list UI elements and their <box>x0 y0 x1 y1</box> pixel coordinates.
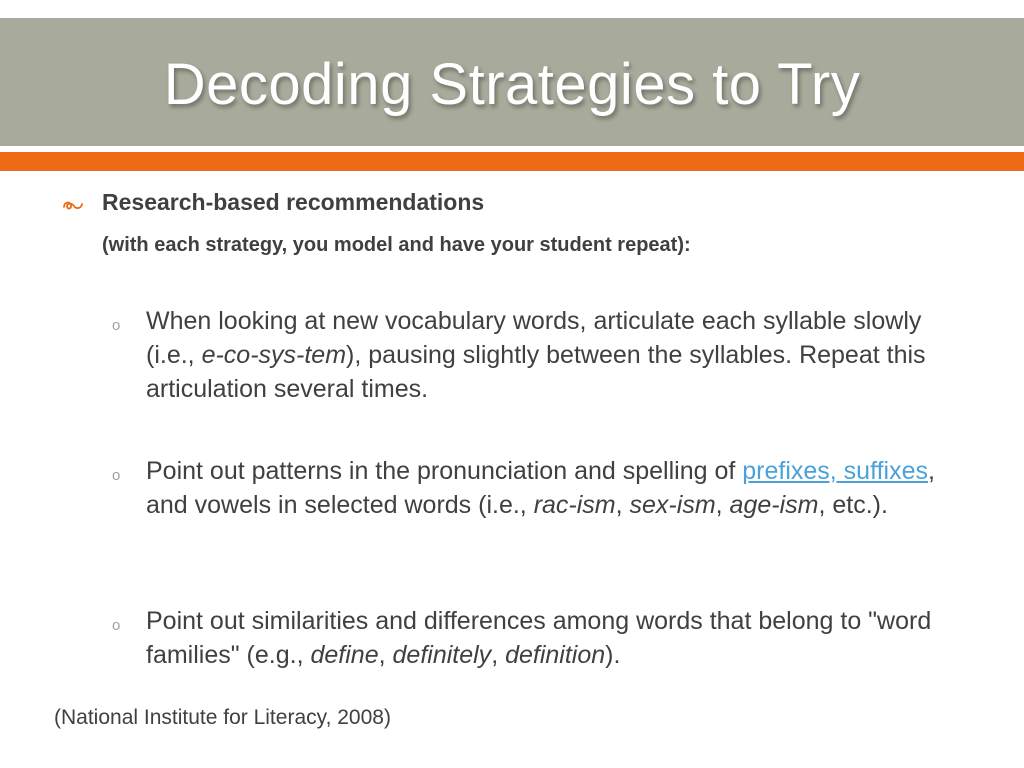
strategy-item-syllables: When looking at new vocabulary words, articulate each syllable slowly (i.e., e-co-sys-tem), pausing slightly between the syllables. Repeat this articulation several times. <box>146 307 926 403</box>
citation: (National Institute for Literacy, 2008) <box>54 706 391 729</box>
main-bullet-subheading: (with each strategy, you model and have your student repeat): <box>102 234 691 256</box>
main-bullet-heading: Research-based recommendations <box>102 189 485 215</box>
sub-bullet-icon: o <box>112 317 121 334</box>
sub-bullet-icon: o <box>112 617 121 634</box>
strategy-item-patterns: Point out patterns in the pronunciation and spelling of prefixes, suffixes, and vowels in selected words (i.e., rac-ism, sex-ism, age-ism, etc.). <box>146 457 935 519</box>
strategy-item-word-families: Point out similarities and differences among words that belong to "word families" (e.g., define, definitely, definition). <box>146 607 932 669</box>
prefixes-suffixes-link[interactable]: prefixes, suffixes <box>742 457 928 485</box>
sub-bullet-icon: o <box>112 467 121 484</box>
slide-title: Decoding Strategies to Try <box>163 52 861 117</box>
